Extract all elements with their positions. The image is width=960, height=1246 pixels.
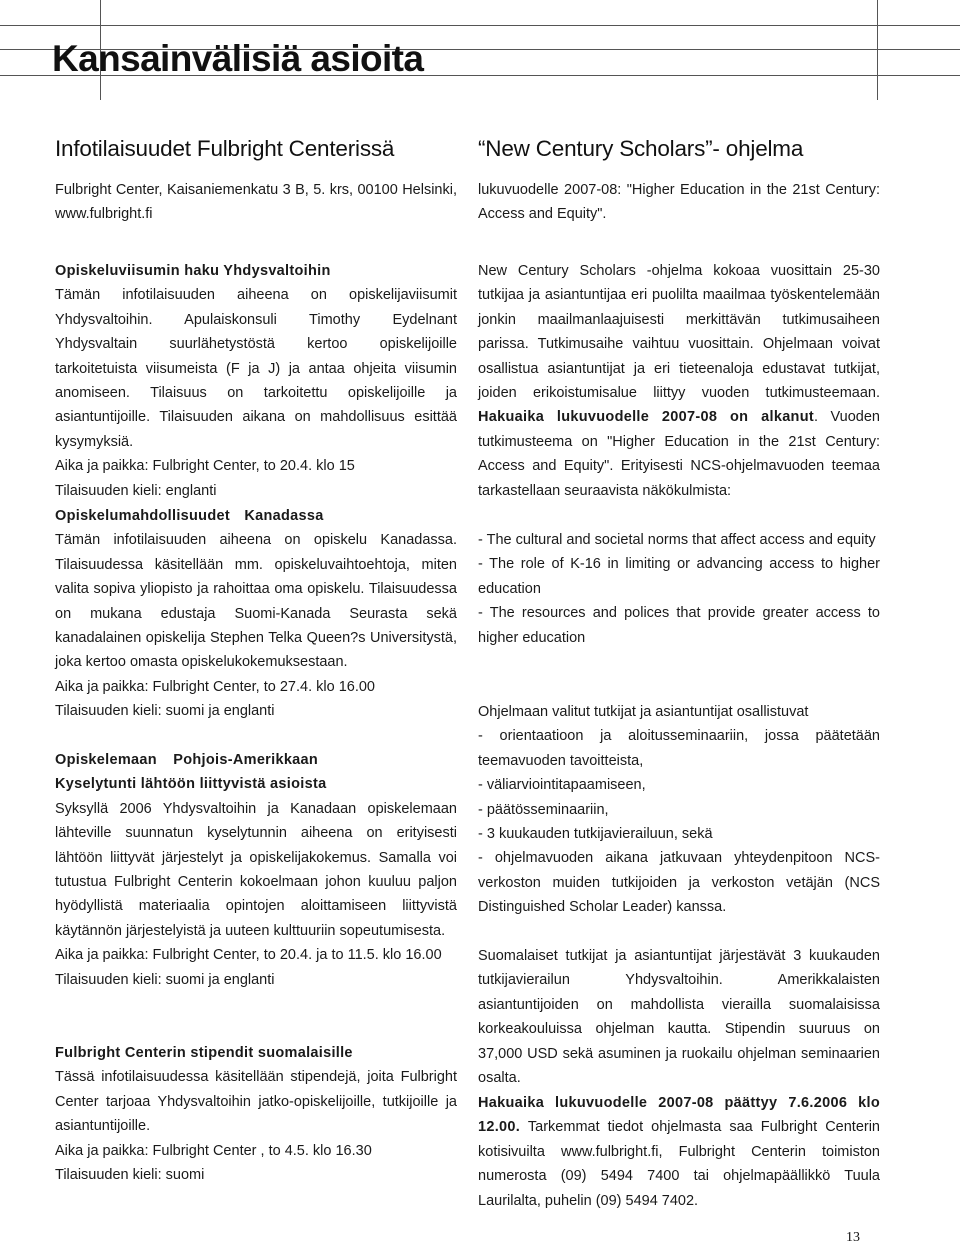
program-paragraph bbox=[478, 259, 880, 503]
right-section-title: “New Century Scholars”- ohjelma bbox=[478, 136, 804, 161]
participation-item: - 3 kuukauden tutkijavierailuun, sekä bbox=[478, 826, 713, 843]
event-time: Aika ja paikka: Fulbright Center, to 20.4. ja to 11.5. klo 16.00 bbox=[55, 947, 442, 964]
event-subtitle: Kyselytunti lähtöön liittyvistä asioista bbox=[55, 776, 327, 793]
perspective-item: - The cultural and societal norms that affect access and equity bbox=[478, 532, 876, 548]
left-section-title: Infotilaisuudet Fulbright Centerissä bbox=[55, 136, 395, 161]
event-canada bbox=[55, 504, 457, 724]
event-north-america bbox=[55, 748, 457, 992]
address-text: Fulbright Center, Kaisaniemenkatu 3 B, 5. krs, 00100 Helsinki, www.fulbright.fi bbox=[55, 182, 457, 223]
perspective-item: - The resources and polices that provide greater access to higher education bbox=[478, 605, 880, 646]
program-text: New Century Scholars -ohjelma kokoaa vuosittain 25-30 tutkijaa ja asiantuntijaa eri puolilta maailmaa työskentelemään jonkin maailmanlaajuisesti merkittävän tutkimusaiheen parissa. Tutkimusaihe vaihtuu vuosittain. Ohjelmaan voivat osallistua asiantuntijat ja eri tieteenaloja edustavat tutkijat, joiden erikoistumisalue liittyy vuoden tutkimusteemaan. bbox=[478, 263, 880, 402]
participation-item: - päätösseminaariin, bbox=[478, 801, 609, 818]
left-column-header bbox=[55, 134, 457, 227]
event-time: Aika ja paikka: Fulbright Center , to 4.5. klo 16.30 bbox=[55, 1142, 372, 1159]
event-time: Aika ja paikka: Fulbright Center, to 27.4. klo 16.00 bbox=[55, 678, 375, 695]
event-body: Tämän infotilaisuuden aiheena on opiskelu Kanadassa. Tilaisuudessa käsitellään mm. opiskeluvaihtoehtoja, miten valita sopiva yliopisto ja rahoittaa oma opiskelu. Tilaisuudessa on mukana edustaja Suomi-Kanada Seurasta sekä kanadalainen opiskelija Stephen Telka Queen?s Universitystä, joka kertoo omasta opiskelukokemuksestaan. bbox=[55, 532, 457, 671]
event-body: Tämän infotilaisuuden aiheena on opiskelijaviisumit Yhdysvaltoihin. Apulaiskonsuli Timothy Eydelnant Yhdysvaltain suurlähetystöstä kertoo opiskelijoille tarkoitetuista viisumeista (F ja J) ja antaa ohjeita viisumin anomiseen. Tilaisuus on tarkoitettu opiskelijoille ja asiantuntijoille. Tilaisuuden aikana on mahdollisuus esittää kysymyksiä. bbox=[55, 287, 457, 450]
participation-item: - ohjelmavuoden aikana jatkuvaan yhteydenpitoon NCS-verkoston muiden tutkijoiden ja verkoston vetäjän (NCS Distinguished Scholar Leader) kanssa. bbox=[478, 850, 880, 916]
event-body: Syksyllä 2006 Yhdysvaltoihin ja Kanadaan opiskelemaan lähteville suunnatun kyselytunnin aiheena on erityisesti lähtöön liittyvät järjestelyt ja opiskelijakokemus. Samalla voi tutustua Fulbright Centerin kokoelmaan johon kuuluu paljon hyödyllistä materiaalia opintojen aloittamiseen liittyvistä käytännön järjestelyistä ja uuteen kulttuuriin sopeutumisesta. bbox=[55, 800, 457, 939]
participation-item: - orientaatioon ja aloitusseminaariin, jossa päätetään teemavuoden tavoitteista, bbox=[478, 728, 880, 769]
event-visa bbox=[55, 259, 457, 503]
event-title: Opiskelumahdollisuudet Kanadassa bbox=[55, 508, 324, 524]
participation-list bbox=[478, 700, 880, 920]
program-description bbox=[478, 259, 880, 503]
visit-paragraph: Suomalaiset tutkijat ja asiantuntijat järjestävät 3 kuukauden tutkijavierailun Yhdysvaltoihin. Amerikkalaisten asiantuntijoiden on mahdollista vierailla suomalaisissa korkeakouluissa ohjelman kautta. Stipendin suuruus on 37,000 USD sekä asuminen ja ruokailu ohjelman seminaarien osalta. bbox=[478, 948, 880, 1087]
deadline-info bbox=[478, 1091, 880, 1213]
application-open-notice: Hakuaika lukuvuodelle 2007-08 on alkanut bbox=[478, 409, 815, 426]
perspectives-list bbox=[478, 528, 880, 650]
perspective-item: - The role of K-16 in limiting or advancing access to higher education bbox=[478, 556, 880, 597]
event-language: Tilaisuuden kieli: suomi ja englanti bbox=[55, 971, 275, 988]
page-number: 13 bbox=[846, 1230, 860, 1245]
page-title: Kansainvälisiä asioita bbox=[52, 38, 424, 79]
right-column-header bbox=[478, 134, 880, 227]
event-language: Tilaisuuden kieli: englanti bbox=[55, 482, 217, 499]
event-title: Opiskelemaan Pohjois-Amerikkaan bbox=[55, 752, 319, 768]
event-language: Tilaisuuden kieli: suomi ja englanti bbox=[55, 703, 275, 720]
event-body: Tässä infotilaisuudessa käsitellään stipendejä, joita Fulbright Center tarjoaa Yhdysvaltoihin jatko-opiskelijoille, tutkijoille ja asiantuntijoille. bbox=[55, 1069, 457, 1135]
deadline-notice: Hakuaika lukuvuodelle 2007-08 päättyy 7.6.2006 klo 12.00. bbox=[478, 1095, 880, 1136]
contact-info: Tarkemmat tiedot ohjelmasta saa Fulbright Centerin kotisivuilta www.fulbright.fi, Fulbright Centerin toimiston numerosta (09) 5494 7400 tai ohjelmapäällikkö Tuula Laurilalta, puhelin (09) 5494 7402. bbox=[478, 1119, 880, 1209]
event-title: Opiskeluviisumin haku Yhdysvaltoihin bbox=[55, 263, 331, 279]
event-language: Tilaisuuden kieli: suomi bbox=[55, 1167, 205, 1184]
program-intro: lukuvuodelle 2007-08: "Higher Education in the 21st Century: Access and Equity". bbox=[478, 182, 880, 223]
event-title: Fulbright Centerin stipendit suomalaisille bbox=[55, 1045, 353, 1061]
participation-item: - väliarviointitapaamiseen, bbox=[478, 777, 646, 794]
program-text-continued: . Vuoden tutkimusteema on "Higher Education in the 21st Century: Access and Equity". Erityisesti NCS-ohjelmavuoden teemaa tarkastellaan seuraavista näkökulmista: bbox=[478, 409, 880, 499]
event-time: Aika ja paikka: Fulbright Center, to 20.4. klo 15 bbox=[55, 458, 355, 475]
deadline-paragraph bbox=[478, 1091, 880, 1213]
visit-details bbox=[478, 944, 880, 1090]
event-scholarships bbox=[55, 1041, 457, 1187]
participation-intro: Ohjelmaan valitut tutkijat ja asiantuntijat osallistuvat bbox=[478, 704, 809, 720]
